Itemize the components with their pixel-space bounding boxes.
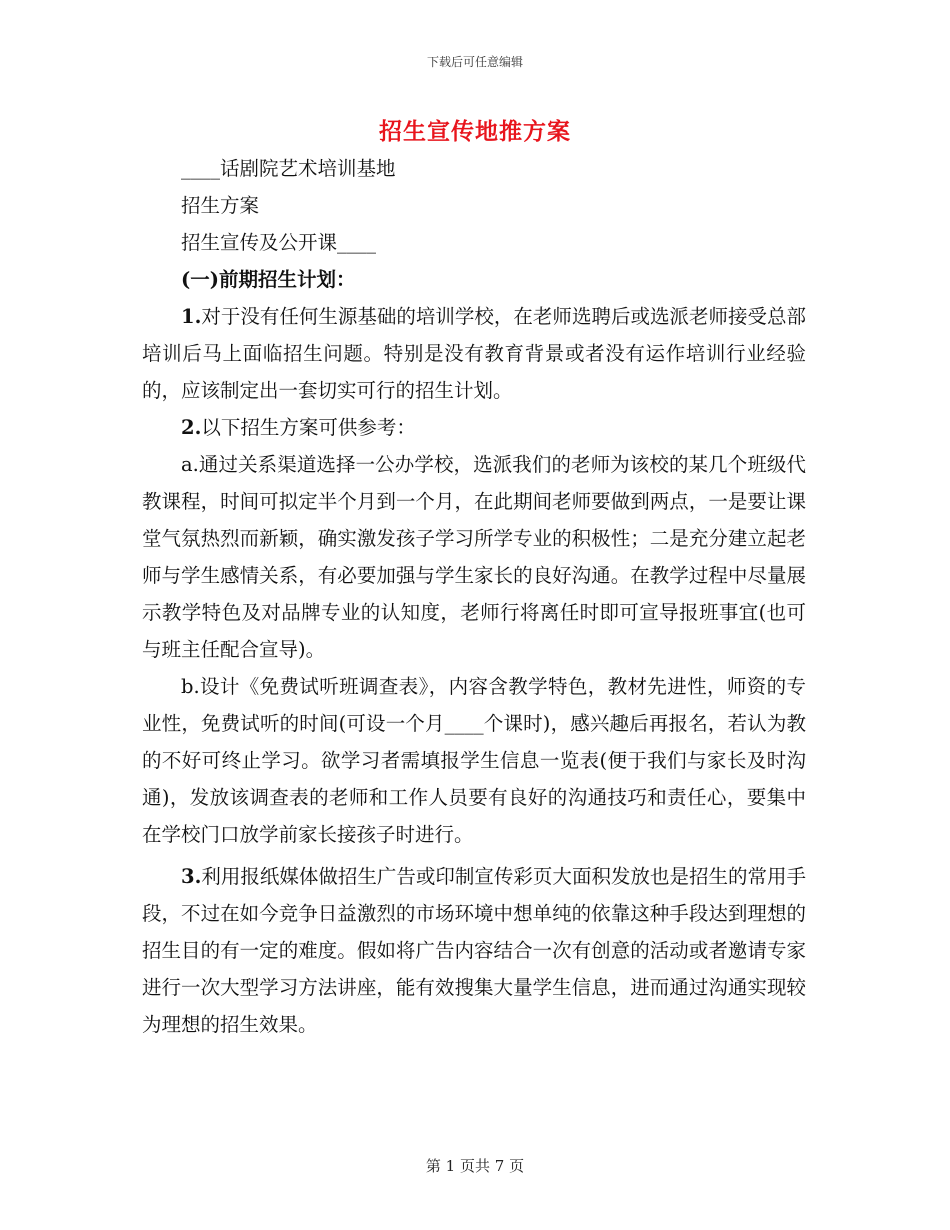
item-2-text: 以下招生方案可供参考：	[201, 416, 416, 439]
item-3-text: 利用报纸媒体做招生广告或印制宣传彩页大面积发放也是招生的常用手段，不过在如今竞争日益激烈的市场环境中想单纯的依靠这种手段达到理想的招生目的有一定的难度。假如将广告内容结合一次有创意的活动或者邀请专家进行一次大型学习方法讲座，能有效搜集大量学生信息，进而通过沟通实现较为理想的招生效果。	[142, 865, 806, 1036]
item-2a-label: a.	[181, 453, 199, 476]
intro-line-1: ____话剧院艺术培训基地	[181, 157, 396, 180]
item-2b-text: 设计《免费试听班调查表》，内容含教学特色，教材先进性，师资的专业性，免费试听的时间(可设一个月____个课时)，感兴趣后再报名，若认为教的不好可终止学习。欲学习者需填报学生信息一览表(便于我们与家长及时沟通)，发放该调查表的老师和工作人员要有良好的沟通技巧和责任心，要集中在学校门口放学前家长接孩子时进行。	[142, 675, 806, 846]
item-2b-label: b.	[181, 675, 200, 698]
item-1-number: 1.	[181, 305, 202, 328]
item-1-text: 对于没有任何生源基础的培训学校，在老师选聘后或选派老师接受总部培训后马上面临招生问题。特别是没有教育背景或者没有运作培训行业经验的，应该制定出一套切实可行的招生计划。	[142, 305, 806, 402]
paragraph-item-2b	[142, 668, 806, 853]
page-footer: 第 1 页共 7 页	[425, 1157, 525, 1175]
item-2a-text: 通过关系渠道选择一公办学校，选派我们的老师为该校的某几个班级代教课程，时间可拟定半个月到一个月，在此期间老师要做到两点，一是要让课堂气氛热烈而新颖，确实激发孩子学习所学专业的积极性；二是充分建立起老师与学生感情关系，有必要加强与学生家长的良好沟通。在教学过程中尽量展示教学特色及对品牌专业的认知度，老师行将离任时即可宣导报班事宜(也可与班主任配合宣导)。	[142, 453, 806, 661]
paragraph-item-2a	[142, 446, 806, 668]
document-body	[142, 150, 806, 1043]
document-title: 招生宣传地推方案	[379, 118, 571, 145]
paragraph-item-2	[142, 409, 806, 446]
item-3-number: 3.	[181, 865, 202, 888]
paragraph-item-3	[142, 858, 806, 1043]
paragraph-item-1	[142, 298, 806, 409]
section-heading: (一)前期招生计划：	[181, 268, 356, 291]
item-2-number: 2.	[181, 416, 202, 439]
intro-line-2: 招生方案	[181, 194, 260, 217]
intro-line-3: 招生宣传及公开课____	[181, 231, 377, 254]
page-header: 下载后可任意编辑	[426, 55, 523, 69]
